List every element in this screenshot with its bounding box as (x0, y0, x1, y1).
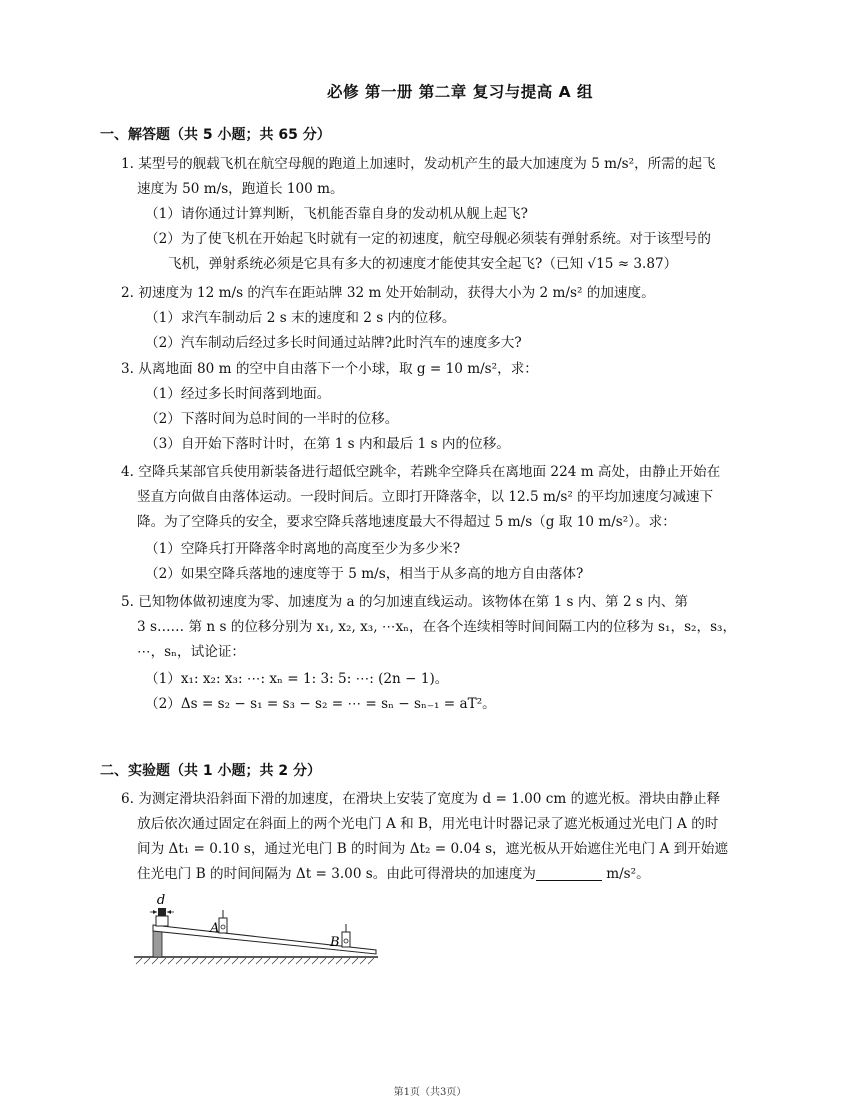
question-6-line-2: 放后依次通过固定在斜面上的两个光电门 A 和 B，用光电计时器记录了遮光板通过光电门 A 的时 (137, 816, 719, 832)
question-2-part-2: （2）汽车制动后经过多长时间通过站牌?此时汽车的速度多大? (145, 335, 522, 351)
question-3-part-2: （2）下落时间为总时间的一半时的位移。 (145, 411, 399, 427)
question-2 (121, 281, 761, 306)
slider-block (156, 916, 168, 926)
question-6-line-4 (121, 862, 761, 887)
question-1-part-2: （2）为了使飞机在开始起飞时就有一定的初速度，航空母舰必须装有弹射系统。对于该型号的 (145, 231, 711, 247)
photogate-a (219, 918, 227, 933)
question-4-line-2: 竖直方向做自由落体运动。一段时间后。立即打开降落伞，以 12.5 m/s² 的平均加速度匀减速下 (137, 489, 714, 505)
question-5-part-1: （1）x₁: x₂: x₃: ⋯: xₙ = 1: 3: 5: ⋯: (2n − 1)。 (145, 671, 449, 687)
question-4-line-1: 4. 空降兵某部官兵使用新装备进行超低空跳伞，若跳伞空降兵在离地面 224 m 高处，由静止开始在 (121, 464, 721, 480)
question-4-part-1: （1）空降兵打开降落伞时离地的高度至少为多少米? (145, 541, 460, 557)
page-footer: 第1页（共3页） (393, 1087, 467, 1098)
question-5 (121, 590, 761, 665)
question-4-line-3: 降。为了空降兵的安全，要求空降兵落地速度最大不得超过 5 m/s（g 取 10 m/s²）。求： (137, 514, 676, 530)
question-3-line-1: 3. 从离地面 80 m 的空中自由落下一个小球，取 g = 10 m/s²，求： (121, 361, 538, 377)
question-1 (121, 152, 761, 202)
shading-plate (158, 908, 166, 916)
question-6-unit: m/s²。 (601, 866, 650, 882)
label-b: B (330, 935, 340, 950)
question-5-line-3: ⋯，sₙ，试论证： (137, 644, 246, 660)
question-3-part-1: （1）经过多长时间落到地面。 (145, 386, 331, 402)
ground-hatching (136, 958, 374, 964)
question-3-part-3: （3）自开始下落时计时，在第 1 s 内和最后 1 s 内的位移。 (145, 436, 510, 452)
question-4-part-2: （2）如果空降兵落地的速度等于 5 m/s，相当于从多高的地方自由落体? (145, 566, 584, 582)
question-4 (121, 460, 761, 535)
question-5-line-1: 5. 已知物体做初速度为零、加速度为 a 的匀加速直线运动。该物体在第 1 s 内、第 2 s 内、第 (121, 594, 688, 610)
photogate-b (342, 932, 350, 947)
section-heading-1: 一、解答题（共 5 小题；共 65 分） (100, 127, 331, 143)
question-1-part-1: （1）请你通过计算判断，飞机能否靠自身的发动机从舰上起飞? (145, 206, 528, 222)
question-3 (121, 357, 761, 382)
page-title: 必修 第一册 第二章 复习与提高 A 组 (327, 83, 593, 101)
question-6-line-3: 间为 Δt₁ = 0.10 s，通过光电门 B 的时间为 Δt₂ = 0.04 s，遮光板从开始遮住光电门 A 到开始遮 (137, 841, 729, 857)
question-6 (121, 787, 761, 887)
question-5-part-2: （2）Δs = s₂ − s₁ = s₃ − s₂ = ⋯ = sₙ − sₙ₋₁ = aT²。 (145, 696, 496, 712)
incline-diagram (130, 886, 380, 966)
question-5-line-2: 3 s…… 第 n s 的位移分别为 x₁, x₂, x₃, ⋯xₙ，在各个连续相等时间间隔工内的位移为 s₁，s₂，s₃， (137, 619, 737, 635)
support-block (153, 931, 162, 957)
question-2-part-1: （1）求汽车制动后 2 s 末的速度和 2 s 内的位移。 (145, 310, 456, 326)
question-1-line-1: 1. 某型号的舰载飞机在航空母舰的跑道上加速时，发动机产生的最大加速度为 5 m/s²，所需的起飞 (121, 156, 716, 172)
section-heading-2: 二、实验题（共 1 小题；共 2 分） (100, 763, 321, 779)
question-6-line-4-text: 住光电门 B 的时间间隔为 Δt = 3.00 s。由此可得滑块的加速度为 (137, 866, 536, 882)
question-1-part-2-cont: 飞机，弹射系统必须是它具有多大的初速度才能使其安全起飞?（已知 √15 ≈ 3.87） (168, 256, 678, 272)
answer-blank[interactable] (536, 866, 602, 881)
label-d: d (156, 893, 166, 908)
label-a: A (210, 921, 220, 936)
question-2-line-1: 2. 初速度为 12 m/s 的汽车在距站牌 32 m 处开始制动，获得大小为 2 m/s² 的加速度。 (121, 285, 655, 301)
question-6-line-1: 6. 为测定滑块沿斜面下滑的加速度，在滑块上安装了宽度为 d = 1.00 cm 的遮光板。滑块由静止释 (121, 791, 721, 807)
question-1-line-2: 速度为 50 m/s，跑道长 100 m。 (137, 181, 344, 197)
